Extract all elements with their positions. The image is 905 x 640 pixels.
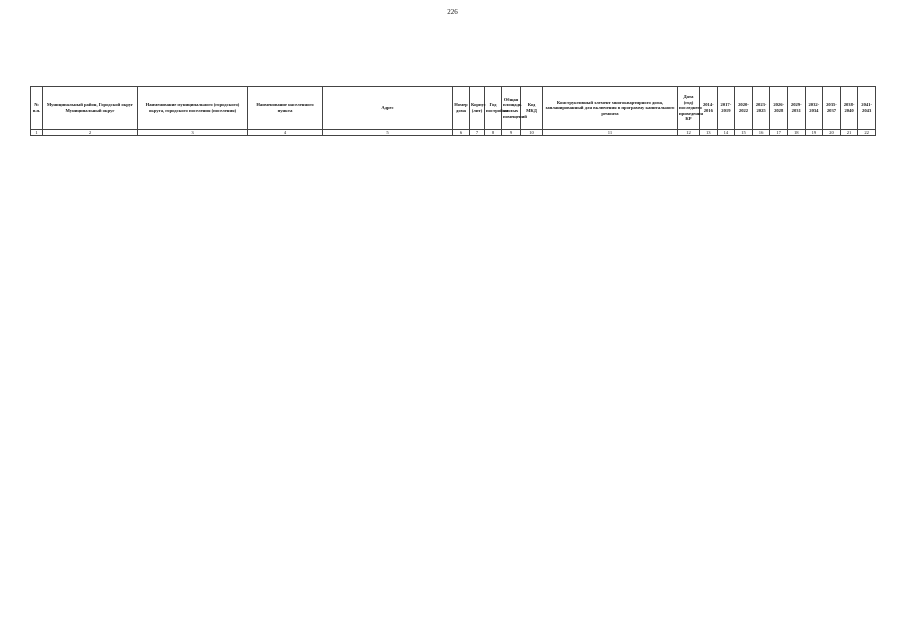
column-header: 2026-2028 xyxy=(770,87,788,130)
column-header: 2038-2040 xyxy=(840,87,858,130)
column-number-row xyxy=(31,130,876,136)
column-number: 7 xyxy=(470,130,485,136)
column-header: Дата (год) последнего проведения КР xyxy=(678,87,700,130)
page-number: 226 xyxy=(447,8,458,16)
column-number: 4 xyxy=(248,130,323,136)
column-number: 16 xyxy=(752,130,770,136)
column-header: 2017-2019 xyxy=(717,87,735,130)
column-header: Муниципальный район, Городской округ Муниципальный округ xyxy=(43,87,138,130)
column-number: 18 xyxy=(787,130,805,136)
column-number: 8 xyxy=(485,130,502,136)
column-header: 2023-2025 xyxy=(752,87,770,130)
column-number: 14 xyxy=(717,130,735,136)
column-number: 15 xyxy=(735,130,753,136)
column-number: 6 xyxy=(453,130,470,136)
column-number: 20 xyxy=(823,130,841,136)
column-header: Адрес xyxy=(323,87,453,130)
column-header: Наименование населенного пункта xyxy=(248,87,323,130)
header-row xyxy=(31,87,876,130)
column-number: 1 xyxy=(31,130,43,136)
column-header: Корпус (лит) xyxy=(470,87,485,130)
column-number: 5 xyxy=(323,130,453,136)
column-number: 3 xyxy=(138,130,248,136)
column-header: 2014-2016 xyxy=(700,87,718,130)
column-header: 2029-2031 xyxy=(787,87,805,130)
column-number: 12 xyxy=(678,130,700,136)
column-header: Конструктивный элемент многоквартирного дома, запланированный для включения в программу капитального ремонта xyxy=(543,87,678,130)
column-number: 19 xyxy=(805,130,823,136)
column-number: 13 xyxy=(700,130,718,136)
column-header: Год постройки xyxy=(485,87,502,130)
column-header: Код МКД xyxy=(521,87,543,130)
column-header: Номер дома xyxy=(453,87,470,130)
column-header: 2020-2022 xyxy=(735,87,753,130)
column-header: Общая площадь жилых помещений xyxy=(502,87,521,130)
column-number: 11 xyxy=(543,130,678,136)
column-header: № п.п. xyxy=(31,87,43,130)
column-header: 2035-2037 xyxy=(823,87,841,130)
column-header: 2032-2034 xyxy=(805,87,823,130)
column-header: 2041-2043 xyxy=(858,87,876,130)
column-number: 10 xyxy=(521,130,543,136)
column-number: 17 xyxy=(770,130,788,136)
column-number: 22 xyxy=(858,130,876,136)
column-number: 9 xyxy=(502,130,521,136)
capital-repair-table xyxy=(30,86,876,136)
column-header: Наименование муниципального (городского) округа, городского поселения (поселения) xyxy=(138,87,248,130)
column-number: 21 xyxy=(840,130,858,136)
column-number: 2 xyxy=(43,130,138,136)
